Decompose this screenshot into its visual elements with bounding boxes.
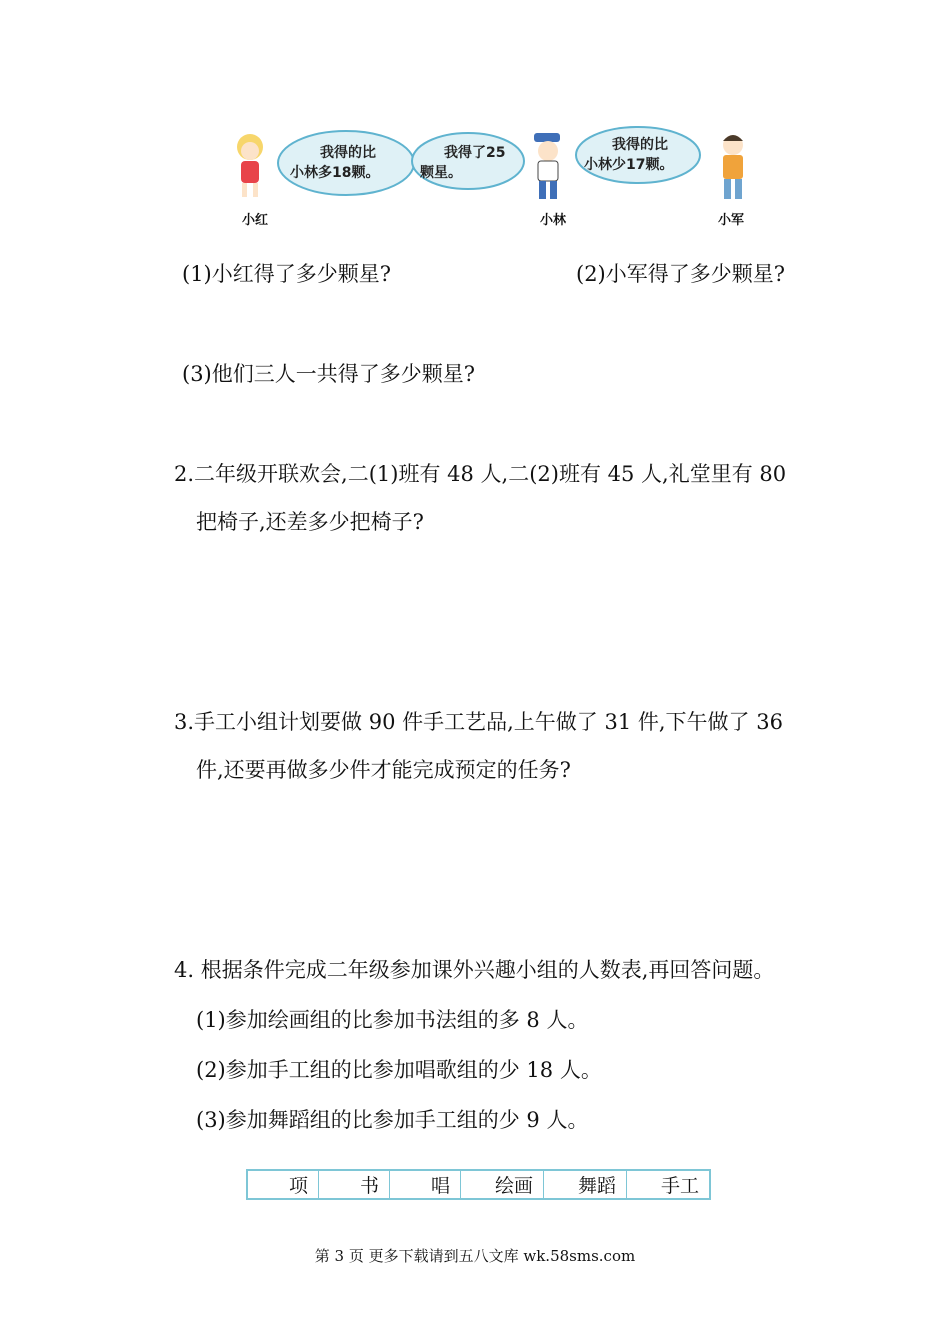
- q1-sub3: (3)他们三人一共得了多少颗星?: [182, 362, 476, 386]
- table-header-cell: 唱: [390, 1170, 461, 1199]
- bubble-xiaojun-line1: 我得的比: [612, 137, 668, 153]
- q3-line1: 3.手工小组计划要做 90 件手工艺品,上午做了 31 件,下午做了 36: [174, 710, 783, 734]
- bubble-xiaohong-line1: 我得的比: [320, 145, 376, 161]
- label-xiaohong: 小红: [242, 213, 269, 228]
- q4-condition-1: (1)参加绘画组的比参加书法组的多 8 人。: [196, 1008, 589, 1032]
- bubble-xiaojun-line2: 小林少17颗。: [584, 157, 674, 173]
- table-header-cell: 手工: [627, 1170, 711, 1199]
- q1-sub1: (1)小红得了多少颗星?: [182, 262, 392, 286]
- table-header-row: [247, 1170, 710, 1199]
- bubble-xiaolin-line2: 颗星。: [420, 165, 462, 181]
- bubble-xiaolin-line1: 我得了25: [444, 145, 506, 161]
- illustration-svg: [228, 125, 768, 205]
- q3-line2: 件,还要再做多少件才能完成预定的任务?: [196, 758, 571, 782]
- speech-bubble-xiaohong: [278, 131, 414, 195]
- q4-condition-3: (3)参加舞蹈组的比参加手工组的少 9 人。: [196, 1108, 589, 1132]
- q2-line2: 把椅子,还差多少把椅子?: [196, 510, 424, 534]
- speech-bubble-xiaolin: [412, 133, 524, 189]
- label-xiaolin: 小林: [540, 213, 567, 228]
- page-footer: 第 3 页 更多下载请到五八文库 wk.58sms.com: [314, 1247, 636, 1265]
- table-header-cell: 舞蹈: [544, 1170, 627, 1199]
- table-header-cell: 书: [319, 1170, 390, 1199]
- bubble-xiaohong-line2: 小林多18颗。: [290, 165, 380, 181]
- q4-condition-2: (2)参加手工组的比参加唱歌组的少 18 人。: [196, 1058, 602, 1082]
- q2-line1: 2.二年级开联欢会,二(1)班有 48 人,二(2)班有 45 人,礼堂里有 80: [174, 462, 787, 486]
- label-xiaojun: 小军: [718, 213, 745, 228]
- interest-group-table: [246, 1169, 711, 1200]
- illustration-strip: [228, 125, 768, 230]
- speech-bubble-xiaojun: [576, 127, 700, 183]
- table-header-cell: 项: [247, 1170, 319, 1199]
- q1-sub2: (2)小军得了多少颗星?: [576, 262, 786, 286]
- q4-intro: 4. 根据条件完成二年级参加课外兴趣小组的人数表,再回答问题。: [174, 958, 775, 982]
- xiaolin-figure: [534, 133, 560, 199]
- xiaohong-figure: [237, 134, 263, 197]
- table-header-cell: 绘画: [461, 1170, 544, 1199]
- xiaojun-figure: [723, 135, 743, 199]
